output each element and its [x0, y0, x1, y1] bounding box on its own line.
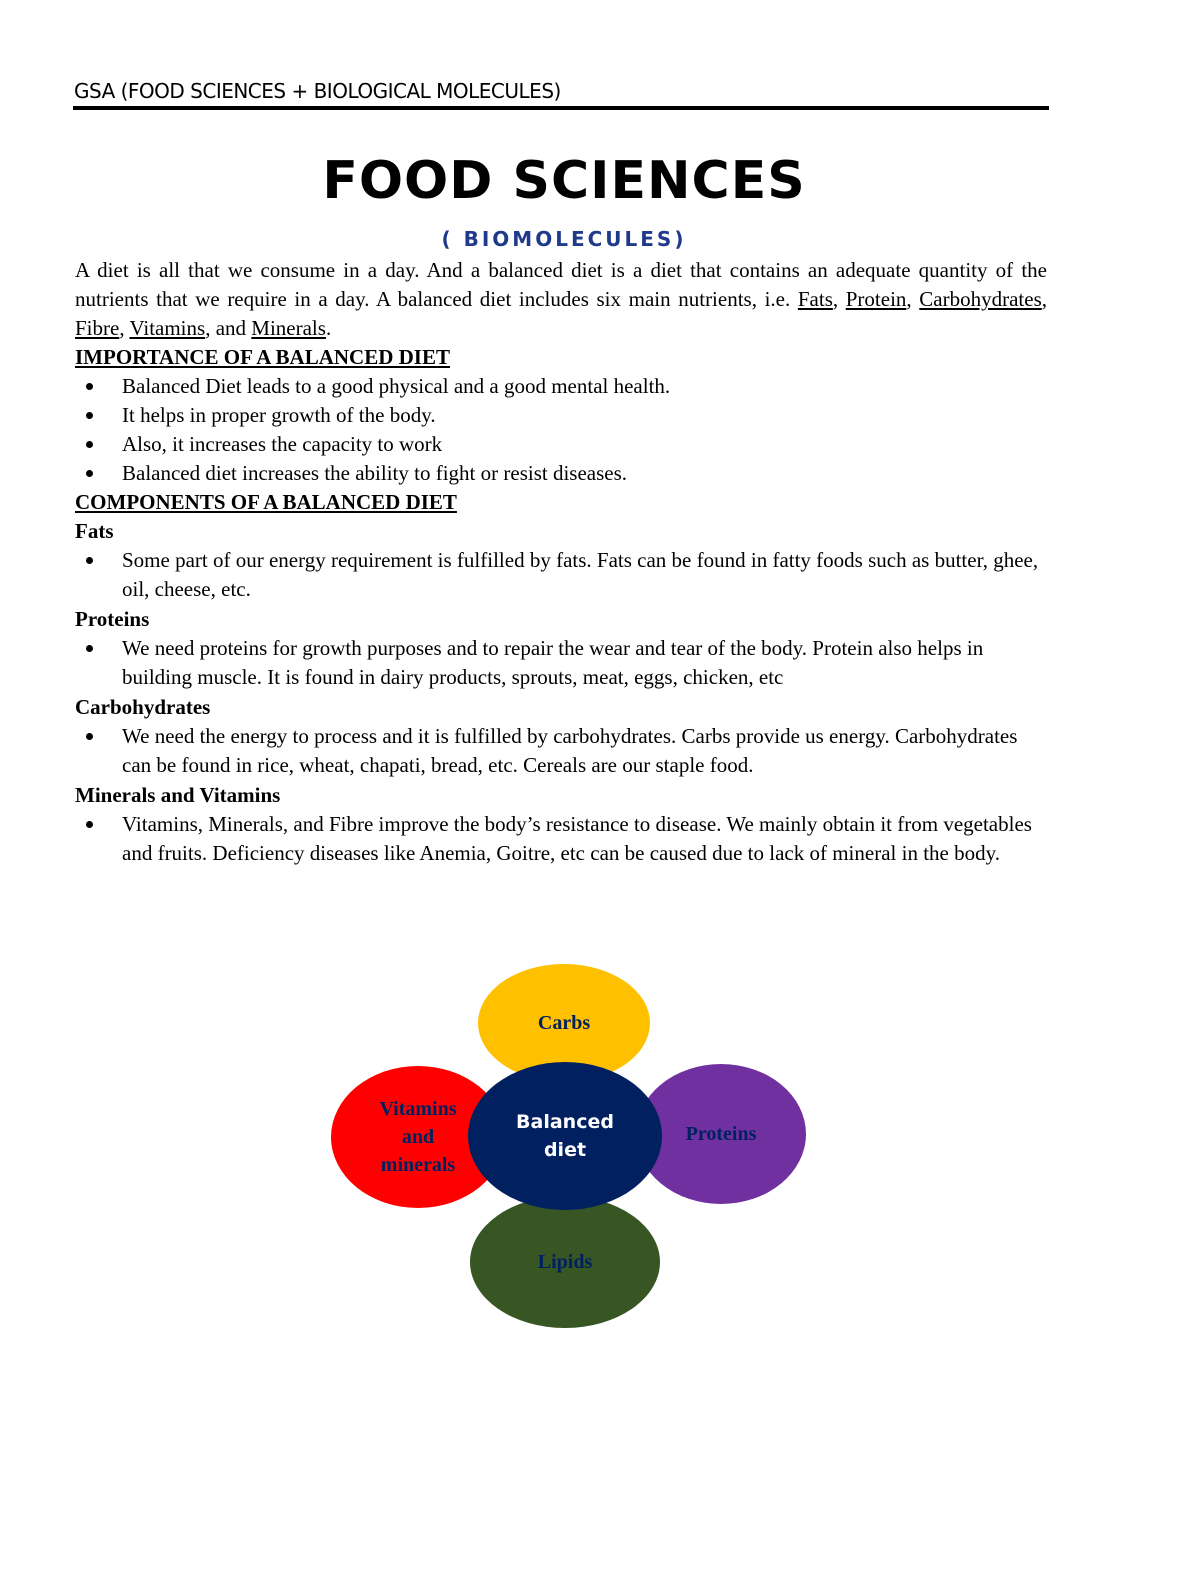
- proteins-heading: Proteins: [75, 607, 150, 631]
- running-header: GSA (FOOD SCIENCES + BIOLOGICAL MOLECULES): [74, 79, 561, 103]
- vitamins-minerals-bubble: Vitamins and minerals: [331, 1066, 505, 1208]
- nutrient-link: Fats: [797, 287, 833, 311]
- bullet-icon: [86, 470, 93, 477]
- list-item: We need the energy to process and it is fulfilled by carbohydrates. Carbs provide us energy. Carbohydrates can be found in rice, wheat, chapati, bread, etc. Cereals are our staple food.: [75, 722, 1047, 780]
- minerals-vitamins-heading: Minerals and Vitamins: [75, 783, 281, 807]
- page-title: FOOD SCIENCES: [322, 151, 806, 211]
- proteins-bubble: Proteins: [636, 1064, 806, 1204]
- list-item: Some part of our energy requirement is fulfilled by fats. Fats can be found in fatty foods such as butter, ghee, oil, cheese, etc.: [75, 546, 1047, 604]
- bullet-icon: [86, 557, 93, 564]
- components-heading: COMPONENTS OF A BALANCED DIET: [75, 490, 457, 514]
- carbs-bubble: Carbs: [478, 964, 650, 1082]
- list-item: We need proteins for growth purposes and to repair the wear and tear of the body. Protein also helps in building muscle. It is found in dairy products, sprouts, meat, eggs, chicken, etc: [75, 634, 1047, 692]
- importance-list: [75, 372, 1047, 488]
- fats-heading: Fats: [75, 519, 114, 543]
- nutrient-link: Minerals: [251, 316, 326, 340]
- carbohydrates-heading: Carbohydrates: [75, 695, 211, 719]
- intro-text: A diet is all that we consume in a day. And a balanced diet is a diet that contains an adequate quantity of the nutrients that we require in a day. A balanced diet includes six main nutrients, i.e.: [75, 258, 1047, 311]
- bullet-icon: [86, 821, 93, 828]
- lipids-bubble: Lipids: [470, 1196, 660, 1328]
- page-subtitle: ( BIOMOLECULES): [441, 227, 687, 251]
- intro-paragraph: A diet is all that we consume in a day. And a balanced diet is a diet that contains an adequate quantity of the nutrients that we require in a day. A balanced diet includes six main nutrients, i.e. Fats, Protein, Carbohydrates, Fibre, Vitamins, and Minerals.: [75, 258, 1048, 340]
- fats-list: [75, 546, 1047, 604]
- list-item: It helps in proper growth of the body.: [75, 401, 1047, 430]
- list-item: Balanced diet increases the ability to fight or resist diseases.: [75, 459, 1047, 488]
- bullet-icon: [86, 383, 93, 390]
- bullet-icon: [86, 412, 93, 419]
- list-item: Also, it increases the capacity to work: [75, 430, 1047, 459]
- carbohydrates-list: [75, 722, 1047, 780]
- balanced-diet-center-bubble: Balanced diet: [468, 1062, 662, 1210]
- bullet-icon: [86, 441, 93, 448]
- nutrient-link: Protein: [845, 287, 907, 311]
- minerals-vitamins-list: [75, 810, 1047, 868]
- balanced-diet-diagram: [330, 962, 810, 1330]
- bullet-icon: [86, 733, 93, 740]
- nutrient-link: Vitamins: [129, 316, 206, 340]
- proteins-list: [75, 634, 1047, 692]
- nutrient-link: Carbohydrates: [919, 287, 1042, 311]
- document-body: [75, 256, 1047, 868]
- bullet-icon: [86, 645, 93, 652]
- importance-heading: IMPORTANCE OF A BALANCED DIET: [75, 345, 450, 369]
- list-item: Balanced Diet leads to a good physical and a good mental health.: [75, 372, 1047, 401]
- nutrient-link: Fibre: [75, 316, 120, 340]
- header-rule: [73, 106, 1049, 110]
- list-item: Vitamins, Minerals, and Fibre improve the body’s resistance to disease. We mainly obtain it from vegetables and fruits. Deficiency diseases like Anemia, Goitre, etc can be caused due to lack of mineral in the body.: [75, 810, 1047, 868]
